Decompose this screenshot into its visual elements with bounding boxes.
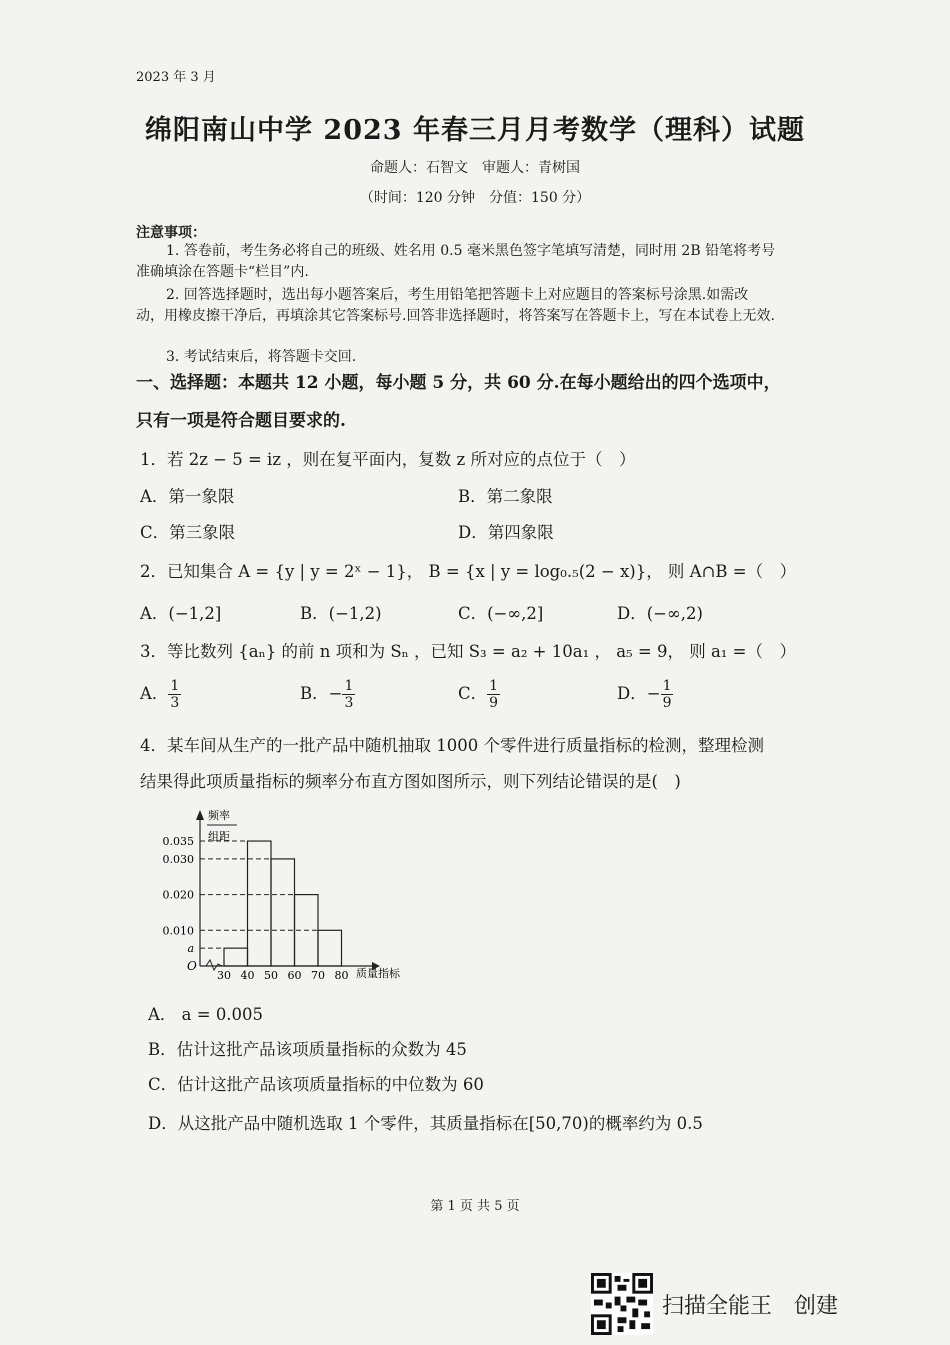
fraction-numerator: 1 (344, 678, 354, 694)
q3-option-b-fraction (342, 678, 355, 711)
q4-option-d: D．从这批产品中随机选取 1 个零件，其质量指标在[50,70)的概率约为 0.5 (148, 1114, 703, 1133)
q3-option-c (458, 678, 500, 711)
x-tick-label: 80 (334, 969, 349, 982)
y-tick-label: 0.030 (162, 852, 194, 866)
question-4: 4．某车间从生产的一批产品中随机抽取 1000 个零件进行质量指标的检测，整理检测结果得此项质量指标的频率分布直方图如图所示，则下列结论错误的是( ) (140, 736, 764, 791)
page-footer: 第 1 页 共 5 页 (430, 1199, 520, 1214)
note-2: 2. 回答选择题时，选出每小题答案后，考生用铅笔把答题卡上对应题目的答案标号涂黑.如需改动，用橡皮擦干净后，再填涂其它答案标号.回答非选择题时，将答案写在答题卡上，写在本试卷上无效. (136, 287, 775, 324)
q2-option-b: B．(−1,2) (300, 604, 382, 623)
frequency-histogram (150, 800, 420, 985)
q4-option-a: A． a = 0.005 (148, 1005, 264, 1024)
y-axis-label-top: 频率 (208, 809, 230, 822)
scanner-watermark: 扫描全能王 创建 (662, 1294, 839, 1319)
y-tick-label: 0.035 (162, 835, 194, 849)
y-tick-label: 0.010 (162, 924, 194, 938)
y-tick-label: a (187, 942, 194, 956)
qr-code-icon (591, 1273, 653, 1335)
q1-option-c: C．第三象限 (140, 523, 236, 542)
fraction-numerator: 1 (489, 678, 499, 694)
y-axis-label-bottom: 组距 (208, 830, 230, 843)
exam-timing: （时间：120 分钟 分值：150 分） (359, 190, 591, 206)
origin-label: O (187, 959, 197, 973)
exam-date: 2023 年 3 月 (136, 70, 216, 85)
x-tick-label: 30 (217, 969, 231, 982)
histogram-bar (271, 859, 295, 966)
fraction-denominator: 3 (344, 695, 354, 711)
x-tick-label: 60 (287, 969, 302, 982)
q3-option-c-label: C． (458, 684, 488, 703)
q3-option-d-fraction (661, 678, 674, 711)
exam-authors: 命题人：石智文 审题人：青树国 (370, 160, 580, 176)
q3-option-d-sign: − (646, 684, 661, 703)
q2-option-d: D．(−∞,2) (617, 604, 703, 623)
note-3: 3. 考试结束后，将答题卡交回. (166, 349, 357, 365)
x-tick-label: 70 (311, 969, 325, 982)
x-axis-label: 质量指标 (356, 967, 400, 980)
exam-title: 绵阳南山中学 2023 年春三月月考数学（理科）试题 (145, 115, 805, 146)
q1-option-b: B．第二象限 (458, 487, 553, 506)
section-heading: 一、选择题：本题共 12 小题，每小题 5 分，共 60 分.在每小题给出的四个选项中，只有一项是符合题目要求的. (136, 373, 781, 431)
q2-option-a: A．(−1,2] (140, 604, 222, 623)
y-axis-arrow-icon (196, 810, 204, 820)
fraction-numerator: 1 (170, 678, 180, 694)
q1-option-d: D．第四象限 (458, 523, 554, 542)
q3-option-d (617, 678, 673, 711)
histogram-bar (224, 948, 248, 966)
q3-option-a-label: A． (140, 684, 169, 703)
question-3: 3．等比数列 {aₙ} 的前 n 项和为 Sₙ ，已知 S₃ = a₂ + 10a₁ ， a₅ = 9， 则 a₁ =（ ） (140, 642, 796, 661)
y-tick-label: 0.020 (162, 888, 194, 902)
fraction-denominator: 9 (489, 695, 499, 711)
q4-option-c: C．估计这批产品该项质量指标的中位数为 60 (148, 1075, 484, 1094)
q2-option-c: C．(−∞,2] (458, 604, 544, 623)
histogram-bar (318, 930, 342, 966)
q3-option-a-fraction (168, 678, 181, 711)
q3-option-a (140, 678, 181, 711)
question-2: 2．已知集合 A = {y | y = 2ˣ − 1}， B = {x | y = log₀.₅(2 − x)}， 则 A∩B =（ ） (140, 562, 797, 581)
fraction-numerator: 1 (662, 678, 672, 694)
x-tick-label: 40 (240, 969, 255, 982)
q3-option-c-fraction (487, 678, 500, 711)
note-1: 1. 答卷前，考生务必将自己的班级、姓名用 0.5 毫米黑色签字笔填写清楚，同时用 2B 铅笔将考号准确填涂在答题卡“栏目”内. (136, 243, 776, 280)
histogram-bar (248, 841, 272, 966)
fraction-denominator: 3 (170, 695, 180, 711)
q3-option-b-sign: − (328, 684, 343, 703)
notes-title: 注意事项： (136, 225, 206, 241)
q3-option-b (300, 678, 355, 711)
q3-option-b-label: B． (300, 684, 329, 703)
q4-option-b: B．估计这批产品该项质量指标的众数为 45 (148, 1040, 467, 1059)
fraction-denominator: 9 (662, 695, 672, 711)
q3-option-d-label: D． (617, 684, 647, 703)
question-1: 1．若 2z − 5 = iz ，则在复平面内，复数 z 所对应的点位于（ ） (140, 450, 636, 469)
q1-option-a: A．第一象限 (140, 487, 235, 506)
x-tick-label: 50 (264, 969, 278, 982)
